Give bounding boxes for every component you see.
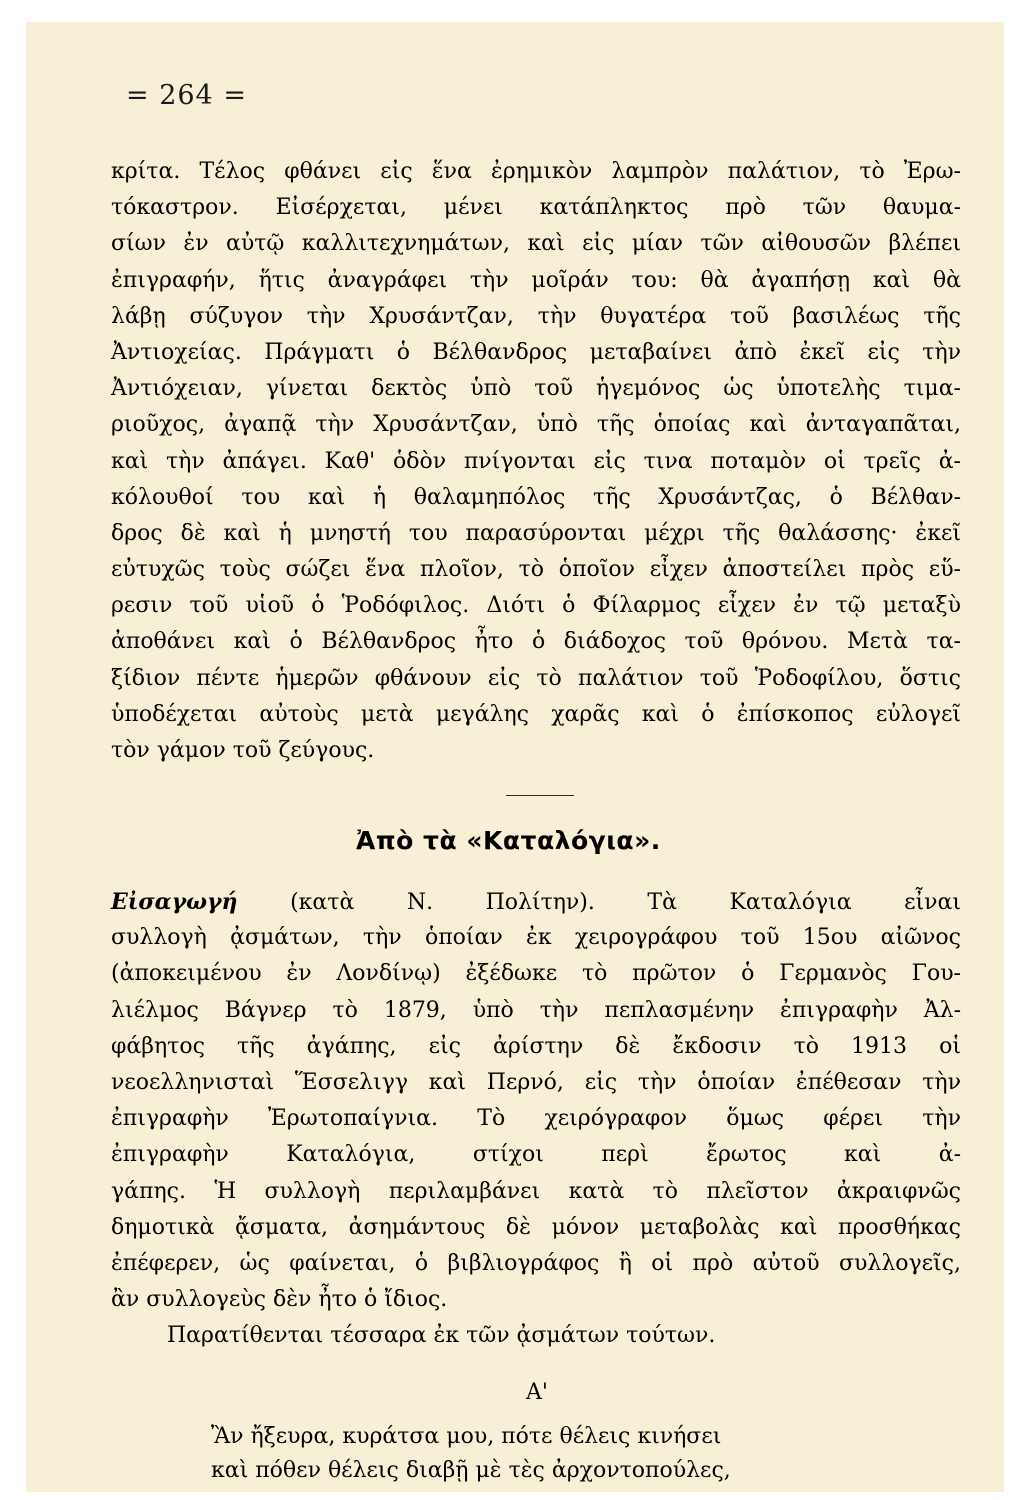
section-line: δημοτικὰ ᾄσματα, ἀσημάντους δὲ μόνον μεταβολὰς καὶ προσθήκας	[111, 1214, 961, 1240]
section-text	[111, 884, 961, 1354]
section-line: ἐπέφερεν, ὡς φαίνεται, ὁ βιβλιογράφος ἢ οἱ πρὸ αὐτοῦ συλλογεῖς,	[111, 1250, 961, 1276]
poem-letter-heading: Α'	[526, 1380, 548, 1405]
intro-label: Εἰσαγωγή	[111, 889, 238, 915]
section-heading: Ἀπὸ τὰ «Καταλόγια».	[356, 826, 661, 855]
body-line: λάβῃ σύζυγον τὴν Χρυσάντζαν, τὴν θυγατέρα τοῦ βασιλέως τῆς	[111, 303, 961, 329]
section-line: ἂν συλλογεὺς δὲν ἦτο ὁ ἴδιος.	[111, 1287, 448, 1313]
body-line: εὐτυχῶς τοὺς σώζει ἕνα πλοῖον, τὸ ὁποῖον εἶχεν ἀποστείλει πρὸς εὕ-	[111, 557, 961, 583]
intro-line-text: (κατὰ Ν. Πολίτην). Τὰ Καταλόγια εἶναι	[237, 890, 961, 915]
poem-verses	[211, 1420, 911, 1488]
body-line: ἀποθάνει καὶ ὁ Βέλθανδρος ἦτο ὁ διάδοχος τοῦ θρόνου. Μετὰ τα-	[111, 629, 961, 655]
book-page	[26, 22, 1004, 1492]
section-line: ἐπιγραφὴν Καταλόγια, στίχοι περὶ ἔρωτος καὶ ἀ-	[111, 1142, 961, 1168]
verse-line: Ἂν ἤξευρα, κυράτσα μου, πότε θέλεις κινήσει	[211, 1424, 722, 1449]
section-line: Παρατίθενται τέσσαρα ἐκ τῶν ᾀσμάτων τούτων.	[167, 1323, 716, 1349]
body-line: ὑποδέχεται αὐτοὺς μετὰ μεγάλης χαρᾶς καὶ ὁ ἐπίσκοπος εὐλογεῖ	[111, 701, 961, 727]
verse-line: καὶ πόθεν θέλεις διαβῇ μὲ τὲς ἀρχοντοπούλες,	[211, 1458, 731, 1483]
section-line: λιέλμος Βάγνερ τὸ 1879, ὑπὸ τὴν πεπλασμένην ἐπιγραφὴν Ἀλ-	[111, 997, 961, 1023]
body-line: κρίτα. Τέλος φθάνει εἰς ἕνα ἐρημικὸν λαμπρὸν παλάτιον, τὸ Ἐρω-	[111, 159, 961, 184]
section-line: (ἀποκειμένου ἐν Λονδίνῳ) ἐξέδωκε τὸ πρῶτον ὁ Γερμανὸς Γου-	[111, 961, 961, 987]
body-text	[111, 154, 961, 769]
section-line: γάπης. Ἡ συλλογὴ περιλαμβάνει κατὰ τὸ πλεῖστον ἀκραιφνῶς	[111, 1178, 961, 1204]
body-line: Ἀντιοχείας. Πράγματι ὁ Βέλθανδρος μεταβαίνει ἀπὸ ἐκεῖ εἰς τὴν	[111, 339, 961, 365]
section-line: φάβητος τῆς ἀγάπης, εἰς ἀρίστην δὲ ἔκδοσιν τὸ 1913 οἱ	[111, 1033, 961, 1059]
body-line: ριοῦχος, ἀγαπᾷ τὴν Χρυσάντζαν, ὑπὸ τῆς ὁποίας καὶ ἀνταγαπᾶται,	[111, 412, 961, 438]
body-line: καὶ τὴν ἀπάγει. Καθ' ὁδὸν πνίγονται εἰς τινα ποταμὸν οἱ τρεῖς ἀ-	[111, 448, 961, 474]
page-number: = 264 =	[126, 80, 247, 111]
body-line: ξίδιον πέντε ἡμερῶν φθάνουν εἰς τὸ παλάτιον τοῦ Ῥοδοφίλου, ὅστις	[111, 665, 961, 691]
body-line: Ἀντιόχειαν, γίνεται δεκτὸς ὑπὸ τοῦ ἡγεμόνος ὡς ὑποτελὴς τιμα-	[111, 376, 961, 402]
body-line: σίων ἐν αὐτῷ καλλιτεχνημάτων, καὶ εἰς μίαν τῶν αἰθουσῶν βλέπει	[111, 231, 961, 257]
section-divider	[506, 795, 574, 796]
body-line: κόλουθοί του καὶ ἡ θαλαμηπόλος τῆς Χρυσάντζας, ὁ Βέλθαν-	[111, 484, 961, 510]
body-line: τόκαστρον. Εἰσέρχεται, μένει κατάπληκτος πρὸ τῶν θαυμα-	[111, 195, 961, 221]
section-line	[111, 884, 961, 920]
section-line: ἐπιγραφὴν Ἐρωτοπαίγνια. Τὸ χειρόγραφον ὅμως φέρει τὴν	[111, 1106, 961, 1132]
body-line: τὸν γάμον τοῦ ζεύγους.	[111, 738, 375, 763]
body-line: δρος δὲ καὶ ἡ μνηστή του παρασύρονται μέχρι τῆς θαλάσσης· ἐκεῖ	[111, 520, 961, 546]
body-line: ρεσιν τοῦ υἱοῦ ὁ Ῥοδόφιλος. Διότι ὁ Φίλαρμος εἶχεν ἐν τῷ μεταξὺ	[111, 593, 961, 619]
body-line: ἐπιγραφήν, ἥτις ἀναγράφει τὴν μοῖράν του: θὰ ἀγαπήσῃ καὶ θὰ	[111, 267, 961, 293]
section-line: συλλογὴ ᾀσμάτων, τὴν ὁποίαν ἐκ χειρογράφου τοῦ 15ου αἰῶνος	[111, 925, 961, 951]
section-line: νεοελληνισταὶ Ἕσσελιγγ καὶ Περνό, εἰς τὴν ὁποίαν ἐπέθεσαν τὴν	[111, 1069, 961, 1095]
